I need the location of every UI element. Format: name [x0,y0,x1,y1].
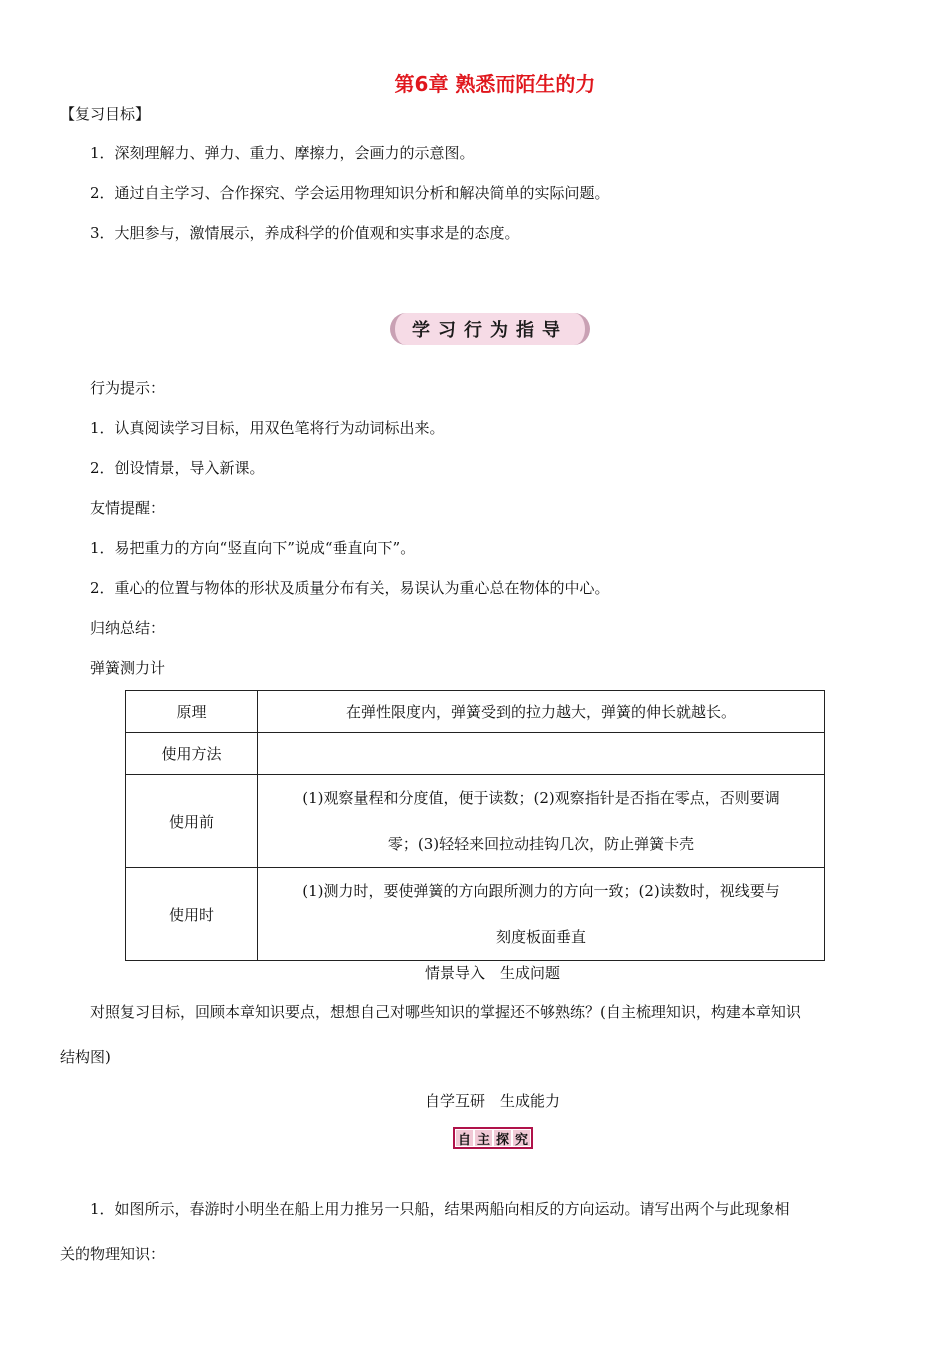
reminder-item: 2．重心的位置与物体的形状及质量分布有关，易误认为重心总在物体的中心。 [90,579,610,597]
table-value-line: (1)观察量程和分度值，便于读数；(2)观察指针是否指在零点，否则要调 [302,789,780,807]
reminder-item: 1．易把重力的方向“竖直向下”说成“垂直向下”。 [90,539,416,557]
summary-heading: 归纳总结： [90,619,166,637]
self-explore-badge [453,1127,533,1149]
table-row [126,868,825,961]
section-heading-scene: 情景导入 生成问题 [424,964,560,982]
badge-char: 究 [513,1130,530,1146]
table-row-label: 原理 [126,691,258,733]
table-row [126,691,825,733]
behavior-tip-item: 1．认真阅读学习目标，用双色笔将行为动词标出来。 [90,419,445,437]
behavior-tip-item: 2．创设情景，导入新课。 [90,459,265,477]
paragraph-line: 对照复习目标，回顾本章知识要点，想想自己对哪些知识的掌握还不够熟练？(自主梳理知识，构建本章知识 [90,1003,801,1021]
table-row-value: 在弹性限度内，弹簧受到的拉力越大，弹簧的伸长就越长。 [258,691,825,733]
table-row [126,733,825,775]
section-heading-selfstudy: 自学互研 生成能力 [424,1092,560,1110]
table-value-line: 零；(3)轻轻来回拉动挂钩几次，防止弹簧卡壳 [387,835,695,853]
table-value-line: 刻度板面垂直 [495,928,586,946]
table-row-value [258,733,825,775]
table-value-line: (1)测力时，要使弹簧的方向跟所测力的方向一致；(2)读数时，视线要与 [302,882,780,900]
badge-char: 探 [494,1130,511,1146]
spring-scale-heading: 弹簧测力计 [90,659,166,677]
table-row-label: 使用时 [126,868,258,961]
table-row-label: 使用方法 [126,733,258,775]
badge-char: 自 [456,1130,473,1146]
question-line: 1．如图所示，春游时小明坐在船上用力推另一只船，结果两船向相反的方向运动。请写出两个与此现象相 [90,1200,790,1218]
review-goal-item: 2．通过自主学习、合作探究、学会运用物理知识分析和解决简单的实际问题。 [90,184,610,202]
study-guide-banner [390,313,590,345]
table-row-value [258,868,825,961]
question-line: 关的物理知识： [60,1245,166,1263]
table-row-value [258,775,825,868]
table-row-label: 使用前 [126,775,258,868]
behavior-tips-heading: 行为提示： [90,379,166,397]
review-goal-item: 1．深刻理解力、弹力、重力、摩擦力，会画力的示意图。 [90,144,475,162]
chapter-title: 第6章 熟悉而陌生的力 [394,72,596,96]
study-guide-banner-text: 学习行为指导 [412,320,568,341]
spring-scale-table [125,690,825,961]
review-goal-item: 3．大胆参与，激情展示，养成科学的价值观和实事求是的态度。 [90,224,520,242]
table-row [126,775,825,868]
reminder-heading: 友情提醒： [90,499,166,517]
review-goals-heading: 【复习目标】 [60,105,151,123]
badge-char: 主 [475,1130,492,1146]
paragraph-line: 结构图) [60,1048,111,1066]
